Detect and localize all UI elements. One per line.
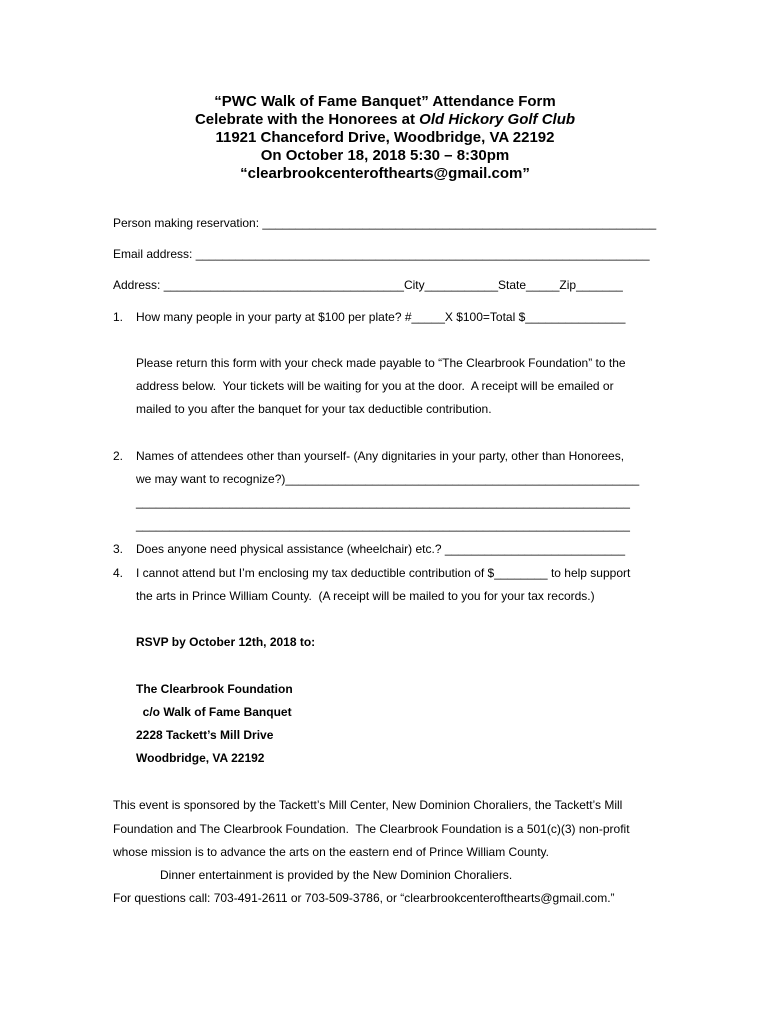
- sponsor-line: Foundation and The Clearbrook Foundation. The Clearbrook Foundation is a 501(c)(3) non-profit: [113, 822, 630, 836]
- item-4-number: 4.: [113, 566, 124, 580]
- assistance-question[interactable]: Does anyone need physical assistance (wheelchair) etc.? ___________________________: [136, 542, 626, 556]
- attendees-field[interactable]: __________________________________________________________________________: [136, 518, 630, 532]
- instructions-line: Please return this form with your check made payable to “The Clearbrook Foundation” to the: [136, 356, 626, 370]
- attendees-field[interactable]: we may want to recognize?)_____________________________________________________: [136, 472, 640, 486]
- contact-email: “clearbrookcenterofthearts@gmail.com”: [240, 165, 530, 182]
- venue-name: Old Hickory Golf Club: [419, 111, 576, 128]
- form-header: [0, 93, 770, 183]
- event-date: On October 18, 2018 5:30 – 8:30pm: [260, 147, 510, 164]
- contribution-field[interactable]: I cannot attend but I’m enclosing my tax deductible contribution of $________ to help support: [136, 566, 631, 580]
- form-title: “PWC Walk of Fame Banquet” Attendance Form: [214, 93, 556, 110]
- attendees-field[interactable]: __________________________________________________________________________: [136, 495, 630, 509]
- venue-address: 11921 Chanceford Drive, Woodbridge, VA 22192: [215, 129, 555, 146]
- venue-line: [0, 111, 770, 129]
- email-field[interactable]: Email address: ____________________________________________________________________: [113, 247, 650, 261]
- contact-line: For questions call: 703-491-2611 or 703-509-3786, or “clearbrookcenterofthearts@gmail.com.”: [113, 891, 615, 905]
- sponsor-line: This event is sponsored by the Tackett’s Mill Center, New Dominion Choraliers, the Tackett’s Mill: [113, 798, 623, 812]
- sponsor-line: whose mission is to advance the arts on the eastern end of Prince William County.: [113, 845, 549, 859]
- contribution-note: the arts in Prince William County. (A receipt will be mailed to you for your tax records.): [136, 589, 595, 603]
- instructions-line: address below. Your tickets will be waiting for you at the door. A receipt will be emailed or: [136, 379, 614, 393]
- entertainment-line: Dinner entertainment is provided by the New Dominion Choraliers.: [160, 868, 513, 882]
- attendees-question: Names of attendees other than yourself- (Any dignitaries in your party, other than Honorees,: [136, 449, 625, 463]
- rsvp-address-line: The Clearbrook Foundation: [136, 682, 293, 696]
- rsvp-address-line: 2228 Tackett’s Mill Drive: [136, 728, 274, 742]
- rsvp-address-line: c/o Walk of Fame Banquet: [136, 705, 292, 719]
- address-field[interactable]: Address: ____________________________________City___________State_____Zip_______: [113, 278, 623, 292]
- item-2-number: 2.: [113, 449, 124, 463]
- party-size-question[interactable]: How many people in your party at $100 per plate? #_____X $100=Total $_______________: [136, 310, 626, 324]
- rsvp-label: RSVP by October 12th, 2018 to:: [136, 635, 316, 649]
- instructions-line: mailed to you after the banquet for your tax deductible contribution.: [136, 402, 492, 416]
- item-1-number: 1.: [113, 310, 124, 324]
- person-field[interactable]: Person making reservation: ___________________________________________________________: [113, 216, 657, 230]
- item-3-number: 3.: [113, 542, 124, 556]
- rsvp-address-line: Woodbridge, VA 22192: [136, 751, 265, 765]
- venue-prefix: Celebrate with the Honorees at: [194, 111, 420, 128]
